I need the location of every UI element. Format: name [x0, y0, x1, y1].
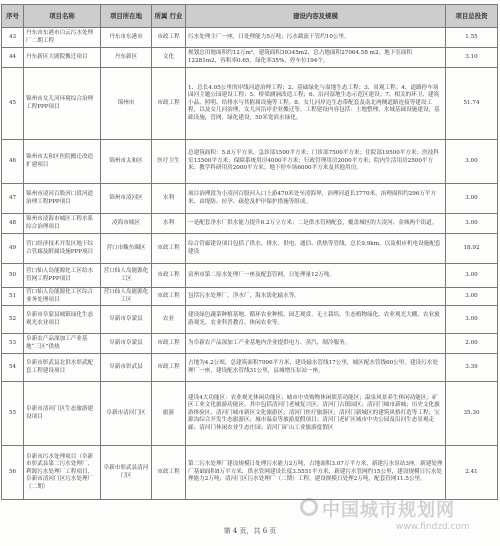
project-industry: 文化	[152, 48, 186, 68]
project-location: 凌海市城区	[101, 214, 152, 234]
row-number: 56	[2, 446, 24, 500]
project-industry: 市政工程	[152, 264, 186, 288]
project-scale: 综合管廊建设项目包括了供水、排水、供电、通信、供热等管线，总长9.9km，以及相应机电设施配套建设	[186, 234, 446, 264]
project-scale: 项目治理段为小凌河百股河入口上游470米处至凌海界，治理河道长3770米，治理面积约296万平方米，由堤防、拉孕、疏挖及护岸保护措施等组成。	[186, 184, 446, 214]
project-table	[1, 4, 498, 500]
project-name: 阜新市污水处理项目（阜新市彰武县第二污水处理厂、利源污水处理厂工程项目、阜新市清河门区污水处理厂（二期）	[24, 446, 101, 500]
project-location: 营口仙人岛能源化工区	[101, 288, 152, 306]
project-scale: 占地为4.2公顷，总建筑面积7996平方米，建设输水管线17公里，城区配水管线60公里，建设污水处理厂一座，建设配水管线31公里，县城增压泵站一座。	[186, 354, 446, 382]
project-industry: 市政工程	[152, 354, 186, 382]
project-location: 锦州市太和区	[101, 140, 152, 184]
project-industry: 旅游	[152, 382, 186, 446]
watermark-text: 中国城市规划网	[322, 500, 455, 521]
table-row	[2, 68, 498, 140]
table-row	[2, 140, 498, 184]
table-row	[2, 184, 498, 214]
project-name: 阜新市清河门区生态旅游建设项目	[24, 382, 101, 446]
project-scale: 包括污水处理厂，净水厂，海水淡化输水等。	[186, 288, 446, 306]
project-industry: 市政工程	[152, 446, 186, 500]
header-location: 项目所在地	[101, 5, 152, 28]
table-row	[2, 446, 498, 500]
project-location: 锦州市	[101, 68, 152, 140]
header-no: 序号	[2, 5, 24, 28]
project-scale: 污水处理主厂一座，日处理能力5万吨；污水截流干管约10公里。	[186, 28, 446, 48]
project-location: 营口仙人岛能源化工区	[101, 264, 152, 288]
project-location: 营口市鲅鱼圈区	[101, 234, 152, 264]
project-investment: 3.00	[446, 214, 498, 234]
project-scale: 建设绿色蔬菜种植基地、循环农业种植、园艺观赏、无土栽培、生态植物绿化、农业观光大棚、农业旅游观光、农业科普教育、休闲农业等。	[186, 306, 446, 334]
table-row	[2, 334, 498, 354]
project-name: 锦州市女儿河环境综合治理工程PPP项目	[24, 68, 101, 140]
project-scale: 总建筑面积：5.8万平方米，急诊部1500平方米；门诊部7500平方米；住院部19500平方米；医技科室13500平方米；保障系统用房4000平方米；行政管理用房2000平方米；院内生活用房2500平方米；教学科研用房2000平方米；地下停车场6000平方米及其他用房。	[186, 140, 446, 184]
row-number: 53	[2, 334, 24, 354]
project-location: 阜新市彰武县清河门区	[101, 446, 152, 500]
project-industry: 市政工程	[152, 28, 186, 48]
project-location: 阜新市阜蒙县	[101, 334, 152, 354]
project-name: 阜新市彰武县北供水彰武配套工程建设项目	[24, 354, 101, 382]
project-industry: 农业	[152, 306, 186, 334]
project-scale: 第二污水处理厂建设规模日处理污水能力2万吨，占地面积3.07万平方米，新建污水泵站3座。新建处理厂基础面积8万平方米，供水管网建设长度3.5551平方米，新建污水管网约15公里，建设规模日污水处理能力2万吨；清河门区污水处理厂（二期）工程，建设规模日处理2万吨，配套管网11.5公里。	[186, 446, 446, 500]
project-name: 营口仙人岛能源化工区综合业务处理项目	[24, 288, 101, 306]
project-investment: 3.00	[446, 184, 498, 214]
project-name: 锦州市太和区医院搬迁改造扩建项目	[24, 140, 101, 184]
project-investment: 51.74	[446, 68, 498, 140]
project-industry: 水利	[152, 214, 186, 234]
project-name: 营口经济技术开发区地下综合管廊及附属设施PPP项目	[24, 234, 101, 264]
project-scale: 为阜新农产品深加工产业基地内企业提供电力、蒸汽、制冷服务。	[186, 334, 446, 354]
row-number: 48	[2, 214, 24, 234]
project-location: 丹东新区	[101, 48, 152, 68]
project-location: 阜新市清河门区	[101, 382, 152, 446]
project-investment: 2.00	[446, 334, 498, 354]
table-row	[2, 48, 498, 68]
project-location: 锦州市凌河区	[101, 184, 152, 214]
watermark-logo	[300, 498, 318, 516]
project-name: 丹东市东港市白云污水处理厂二期工程	[24, 28, 101, 48]
project-name: 丹东新区大剧院搬迁项目	[24, 48, 101, 68]
project-name: 营口仙人岛能源化工区给水管网工程PPP项目	[24, 264, 101, 288]
project-industry: 市政工程	[152, 288, 186, 306]
header-investment: 项目总投资	[446, 5, 498, 28]
header-scale: 建设内容及规模	[186, 5, 446, 28]
project-investment: 3.39	[446, 354, 498, 382]
row-number: 47	[2, 184, 24, 214]
table-row	[2, 234, 498, 264]
page-footer: 第 4 页，共 6 页	[223, 527, 277, 535]
table-row	[2, 264, 498, 288]
table-header-row	[2, 5, 498, 28]
project-investment: 3.00	[446, 140, 498, 184]
table-row	[2, 382, 498, 446]
row-number: 49	[2, 234, 24, 264]
project-name: 阜新市阜蒙县城镇绿化生态观光农业项目	[24, 306, 101, 334]
header-name: 项目名称	[24, 5, 101, 28]
project-industry: 市政工程	[152, 68, 186, 140]
row-number: 43	[2, 28, 24, 48]
project-name: 锦州市凌河百股河口段河道治理工程PPP项目	[24, 184, 101, 214]
project-investment: 1.55	[446, 28, 498, 48]
project-investment: 18.92	[446, 234, 498, 264]
project-scale: 1、总长4.05公里的岸线河道治理工程；2、基础绿化与湿地生态工程；3、景观工程；4、道路停车场园河主题公园建设工程；5、桥梁涵洞改造工程；6、沿河湿地生态示范区建设；7、相关的环卫、建筑小品、照明、给排水与其附属设施等工程。8、女儿河岸边生态带配套及南北两侧道路连接等建设工程，以及女儿河治理，女儿河沿岸企业搬迁等。工程建设内容包括：土地整理、水域基础设施建设，基础设施，管网、绿化建设，50米宽滨水绿化。	[186, 68, 446, 140]
watermark-url: www.findzd.com	[396, 522, 470, 532]
project-investment: 3.00	[446, 306, 498, 334]
row-number: 50	[2, 264, 24, 288]
project-name: 锦州市凌海市城区工程水系综合治理项目	[24, 214, 101, 234]
row-number: 46	[2, 140, 24, 184]
row-number: 54	[2, 354, 24, 382]
row-number: 55	[2, 382, 24, 446]
project-industry: 市政工程	[152, 234, 186, 264]
project-name: 阜新农产品深加工产业基地“三区”供热	[24, 334, 101, 354]
project-location: 阜新市阜蒙县	[101, 306, 152, 334]
project-industry: 水利	[152, 184, 186, 214]
table-row	[2, 28, 498, 48]
project-scale: 建设4大功能区：农业观光休闲功能区；城市中央购物休闲娱乐功能区；温泉风景养生休闲功能区；矿区工业文化旅游功能区。其中包括清河门老城复兴区；清河门古镇园区；清河门城市新城；历史文化旅游体验区、清河门城市新区文化旅游区；清河门医疗旅游区；清河门新城区的建筑风格打造等工程；宝源沟综合开发生态旅游区；城市温泉等旅游度假项目；清河门老矿区城市中央公园及沿河生态景观走廊；清河门休闲农业生态庄园；清河门矿山工业旅游度假区	[186, 382, 446, 446]
row-number: 44	[2, 48, 24, 68]
table-row	[2, 306, 498, 334]
project-investment: 3.00	[446, 264, 498, 288]
project-industry: 医疗卫生	[152, 140, 186, 184]
project-scale: 规划总用地面积约12万m²，建筑面积39345m2，总占地面积27064.58 m2，地下室面积12281m2，容积率0.65，绿化率35%，停车位194个。	[186, 48, 446, 68]
row-number: 45	[2, 68, 24, 140]
table-row	[2, 288, 498, 306]
project-investment: 3.10	[446, 48, 498, 68]
table-row	[2, 214, 498, 234]
project-investment: 35.30	[446, 382, 498, 446]
project-scale: 富州市第二原水处理厂一座及配套管网，日处理量12万吨。	[186, 264, 446, 288]
table-row	[2, 354, 498, 382]
project-scale: 一是配套净水厂供水能力提升6.2万立方米；二是供水管网配套，覆盖城区的大凌河、金城两个街道。	[186, 214, 446, 234]
project-industry: 市政工程	[152, 334, 186, 354]
project-investment: 3.00	[446, 288, 498, 306]
row-number: 52	[2, 306, 24, 334]
project-location: 丹东市东港市	[101, 28, 152, 48]
project-investment: 2.41	[446, 446, 498, 500]
row-number: 51	[2, 288, 24, 306]
project-location: 阜新市彰武县	[101, 354, 152, 382]
header-industry: 所属 行业	[152, 5, 186, 28]
